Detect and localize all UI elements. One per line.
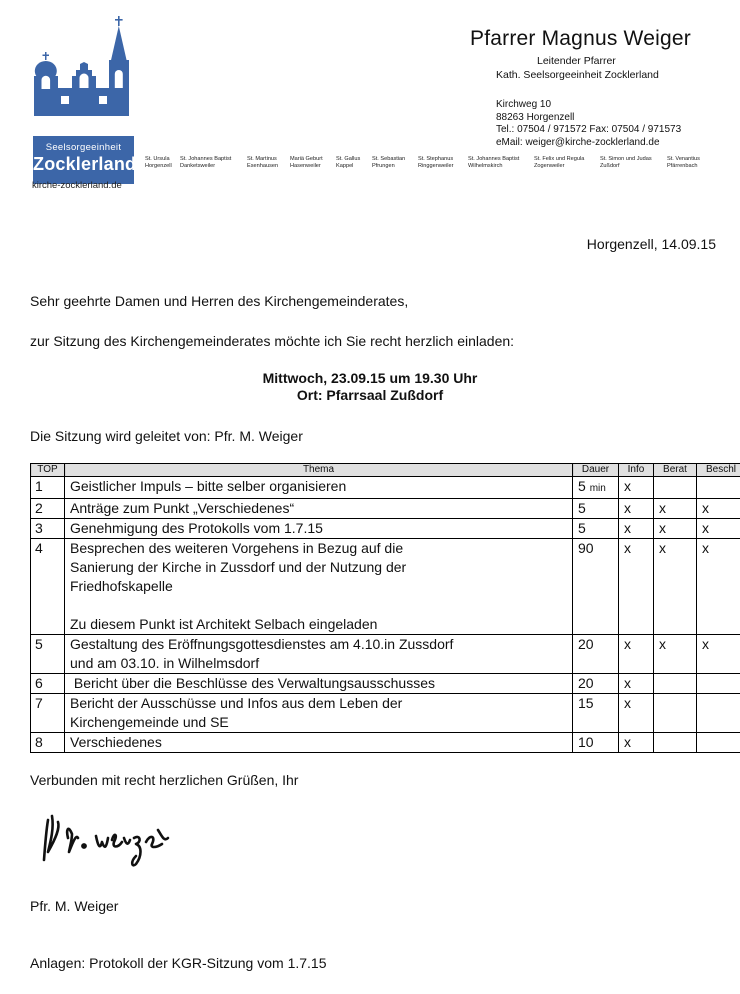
agenda-info: x	[619, 733, 654, 753]
meeting-datetime: Mittwoch, 23.09.15 um 19.30 Uhr	[262, 370, 478, 386]
agenda-info: x	[619, 539, 654, 635]
agenda-top: 3	[31, 519, 65, 539]
parish-name: St. Simon und Judas	[600, 156, 652, 162]
parish-place: Kappel	[336, 163, 354, 169]
parish-place: Pfärrenbach	[667, 163, 698, 169]
agenda-decision: x	[697, 519, 740, 539]
parish-name: St. Martinus	[247, 156, 277, 162]
parish-item	[600, 156, 652, 170]
topic-line: Kirchengemeinde und SE	[70, 714, 229, 730]
agenda-duration: 20	[573, 674, 619, 694]
duration-unit: min	[589, 483, 606, 494]
agenda-decision	[697, 477, 740, 499]
col-header-duration: Dauer	[573, 464, 619, 477]
pastor-unit: Kath. Seelsorgeeinheit Zocklerland	[496, 69, 659, 81]
parish-place: Wilhelmskirch	[468, 163, 503, 169]
agenda-top: 7	[31, 694, 65, 733]
parish-item	[667, 156, 700, 170]
parish-logo	[30, 14, 138, 174]
topic-line: Verschiedenes	[70, 734, 162, 750]
topic-line: Besprechen des weiteren Vorgehens in Bezug auf die	[70, 540, 404, 556]
salutation: Sehr geehrte Damen und Herren des Kirchengemeinderates,	[30, 293, 409, 309]
signer-name: Pfr. M. Weiger	[30, 898, 119, 914]
address-email[interactable]: eMail: weiger@kirche-zocklerland.de	[496, 137, 660, 148]
agenda-advice: x	[654, 499, 697, 519]
agenda-header-row	[31, 464, 740, 477]
agenda-advice: x	[654, 539, 697, 635]
address-city: 88263 Horgenzell	[496, 112, 575, 123]
agenda-top: 6	[31, 674, 65, 694]
agenda-advice	[654, 477, 697, 499]
agenda-decision: x	[697, 499, 740, 519]
topic-line: und am 03.10. in Wilhelmsdorf	[70, 655, 260, 671]
col-header-advice: Berat	[654, 464, 697, 477]
pastor-role: Leitender Pfarrer	[537, 55, 616, 67]
agenda-info: x	[619, 499, 654, 519]
church-logo-icon	[30, 14, 138, 139]
letter-date: Horgenzell, 14.09.15	[586, 236, 716, 252]
signature	[38, 808, 188, 873]
agenda-decision	[697, 694, 740, 733]
agenda-decision	[697, 733, 740, 753]
parish-place: Zogenweiler	[534, 163, 565, 169]
col-header-decision: Beschl	[697, 464, 740, 477]
agenda-advice	[654, 674, 697, 694]
topic-line: Anträge zum Punkt „Verschiedenes“	[70, 500, 295, 516]
logo-line2: Zocklerland	[33, 154, 137, 174]
agenda-info: x	[619, 519, 654, 539]
table-row	[31, 477, 740, 499]
table-row	[31, 539, 740, 635]
chaired-by: Die Sitzung wird geleitet von: Pfr. M. Weiger	[30, 428, 303, 444]
table-row	[31, 694, 740, 733]
agenda-decision: x	[697, 539, 740, 635]
logo-line1: Seelsorgeeinheit	[45, 142, 122, 153]
invitation-text: zur Sitzung des Kirchengemeinderates möchte ich Sie recht herzlich einladen:	[30, 333, 515, 349]
parish-name: St. Sebastian	[372, 156, 406, 162]
agenda-info: x	[619, 674, 654, 694]
agenda-info: x	[619, 477, 654, 499]
parish-place: Pfrungen	[372, 163, 395, 169]
parish-name: St. Stephanus	[418, 156, 454, 162]
handwritten-signature-icon	[38, 808, 188, 868]
table-row	[31, 519, 740, 539]
parish-name: St. Gallus	[336, 156, 361, 162]
topic-note: Zu diesem Punkt ist Architekt Selbach eingeladen	[70, 616, 378, 632]
agenda-topic	[65, 674, 573, 694]
website-link[interactable]: kirche-zocklerland.de	[32, 180, 122, 191]
parish-name: St. Ursula	[145, 156, 170, 162]
parish-item	[180, 156, 231, 170]
agenda-top: 4	[31, 539, 65, 635]
table-row	[31, 499, 740, 519]
attachments-line: Anlagen: Protokoll der KGR-Sitzung vom 1.7.15	[30, 955, 327, 971]
parish-place: Horgenzell	[145, 163, 172, 169]
topic-line: Friedhofskapelle	[70, 578, 173, 594]
logo-label	[33, 136, 137, 184]
topic-line: Geistlicher Impuls – bitte selber organisieren	[70, 478, 347, 494]
agenda-advice	[654, 694, 697, 733]
agenda-topic	[65, 539, 573, 635]
topic-line: Bericht der Ausschüsse und Infos aus dem Leben der	[70, 695, 403, 711]
agenda-info: x	[619, 635, 654, 674]
agenda-duration: 5	[573, 519, 619, 539]
agenda-decision: x	[697, 635, 740, 674]
agenda-topic	[65, 499, 573, 519]
agenda-table	[30, 463, 740, 753]
agenda-decision	[697, 674, 740, 694]
agenda-top: 2	[31, 499, 65, 519]
agenda-advice	[654, 733, 697, 753]
parish-name: Mariä Geburt	[290, 156, 323, 162]
address-street: Kirchweg 10	[496, 99, 552, 110]
agenda-topic	[65, 635, 573, 674]
agenda-duration: 90	[573, 539, 619, 635]
table-row	[31, 674, 740, 694]
address-phone: Tel.: 07504 / 971572 Fax: 07504 / 971573	[496, 124, 682, 135]
table-row	[31, 733, 740, 753]
parish-item	[418, 156, 453, 170]
agenda-topic	[65, 519, 573, 539]
agenda-info: x	[619, 694, 654, 733]
parish-item	[372, 156, 405, 170]
table-row	[31, 635, 740, 674]
parish-place: Ringgenweiler	[418, 163, 454, 169]
agenda-topic	[65, 694, 573, 733]
parish-place: Zußdorf	[600, 163, 620, 169]
agenda-top: 8	[31, 733, 65, 753]
parish-item	[336, 156, 360, 170]
agenda-advice: x	[654, 519, 697, 539]
parish-item	[145, 156, 172, 170]
parish-place: Esenhausen	[247, 163, 279, 169]
agenda-duration: 5 min	[573, 477, 619, 499]
closing-line: Verbunden mit recht herzlichen Grüßen, Ihr	[30, 772, 299, 788]
agenda-top: 5	[31, 635, 65, 674]
agenda-duration: 10	[573, 733, 619, 753]
parish-name: St. Johannes Baptist	[180, 156, 232, 162]
agenda-topic	[65, 477, 573, 499]
parish-item	[247, 156, 278, 170]
parish-place: Danketsweiler	[180, 163, 216, 169]
parish-item	[534, 156, 584, 170]
parish-item	[468, 156, 519, 170]
col-header-top: TOP	[31, 464, 65, 477]
agenda-topic	[65, 733, 573, 753]
topic-line: Bericht über die Beschlüsse des Verwaltungsausschusses	[70, 675, 435, 691]
meeting-location: Ort: Pfarrsaal Zußdorf	[296, 387, 444, 403]
parish-item	[290, 156, 323, 170]
agenda-top: 1	[31, 477, 65, 499]
agenda-duration: 5	[573, 499, 619, 519]
pastor-name: Pfarrer Magnus Weiger	[470, 27, 691, 50]
agenda-duration: 15	[573, 694, 619, 733]
col-header-topic: Thema	[65, 464, 573, 477]
agenda-advice: x	[654, 635, 697, 674]
topic-line: Sanierung der Kirche in Zussdorf und der Nutzung der	[70, 559, 407, 575]
parish-place: Hasenweiler	[290, 163, 321, 169]
col-header-info: Info	[619, 464, 654, 477]
agenda-duration: 20	[573, 635, 619, 674]
parish-name: St. Venantius	[667, 156, 700, 162]
parish-name: St. Johannes Baptist	[468, 156, 520, 162]
topic-spacer	[70, 596, 567, 615]
parish-name: St. Felix und Regula	[534, 156, 585, 162]
topic-line: Gestaltung des Eröffnungsgottesdienstes am 4.10.in Zussdorf	[70, 636, 454, 652]
topic-line: Genehmigung des Protokolls vom 1.7.15	[70, 520, 323, 536]
